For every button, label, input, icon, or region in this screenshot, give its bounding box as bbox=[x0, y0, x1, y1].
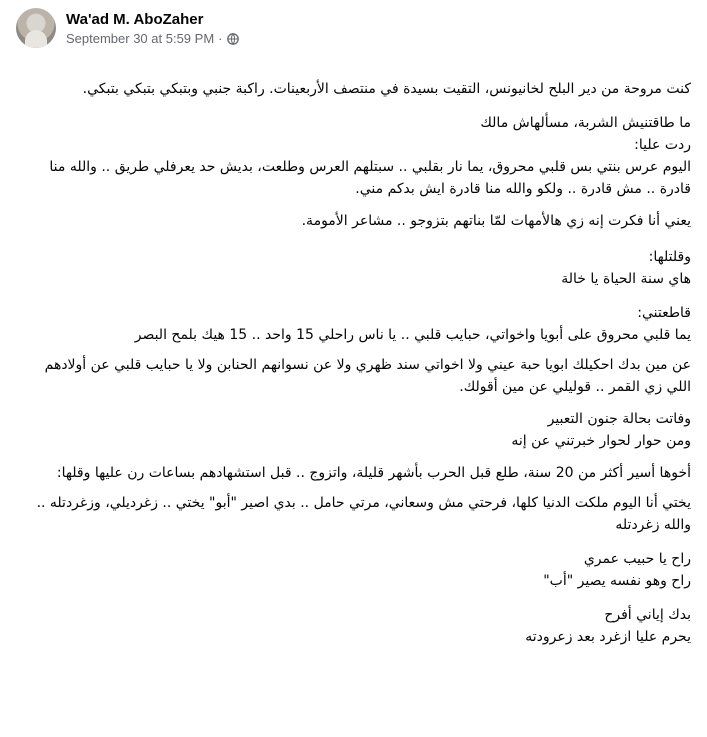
post-text-line: ما طاقتنيش الشربة، مسألهاش مالك bbox=[480, 115, 691, 131]
post-paragraph bbox=[16, 210, 691, 232]
post-text-line: يختي أنا اليوم ملكت الدنيا كلها، فرحتي مش وسعاني، مرتي حامل .. بدي اصير "أبو" يختي .. زغرديلي، وزغردتله .. والله زغردتله bbox=[36, 495, 691, 533]
post-text-line: راح يا حبيب عمري bbox=[583, 551, 691, 567]
post-body bbox=[16, 66, 691, 648]
post-paragraph bbox=[16, 78, 691, 100]
post-paragraph bbox=[16, 604, 691, 648]
post-text-line: ومن حوار لحوار خبرتني عن إنه bbox=[511, 433, 691, 449]
post-header bbox=[16, 6, 239, 50]
post-meta bbox=[66, 10, 239, 47]
author-avatar[interactable] bbox=[16, 8, 56, 48]
post-subline bbox=[66, 31, 239, 47]
post-timestamp[interactable]: September 30 at 5:59 PM bbox=[66, 30, 215, 46]
post-paragraph bbox=[16, 354, 691, 398]
post-text-line: ردت عليا: bbox=[634, 137, 691, 153]
post-text-line: قاطعتني: bbox=[637, 305, 691, 321]
author-name[interactable]: Wa'ad M. AboZaher bbox=[66, 10, 204, 28]
post-text-line: بدك إياني أفرح bbox=[604, 607, 691, 623]
post-text-line: وفاتت بحالة جنون التعبير bbox=[547, 411, 691, 427]
post-text-line: عن مين بدك احكيلك ابويا حبة عيني ولا اخواتي سند ظهري ولا عن نسوانهم الحنابن ولا يا حبايب قلبي عن أولادهم اللي زي القمر .. قوليلي عن مين أقولك. bbox=[44, 357, 691, 395]
post-text-line: راح وهو نفسه يصير "أب" bbox=[543, 573, 691, 589]
post-paragraph bbox=[16, 462, 691, 484]
post-text-line: هاي سنة الحياة يا خالة bbox=[561, 271, 691, 287]
post-paragraph bbox=[16, 246, 691, 290]
post-text-line: يما قلبي محروق على أبويا واخواتي، حبايب قلبي .. يا ناس راحلي 15 واحد .. 15 هيك بلمح البصر bbox=[134, 327, 691, 343]
post-text-line: وقلتلها: bbox=[648, 249, 691, 265]
post-text-line: اليوم عرس بنتي بس قلبي محروق، يما نار بقلبي .. سبتلهم العرس وطلعت، بديش حد يعرفلي طريق .. والله منا قادرة .. مش قادرة .. ولكو والله منا قادرة ايش بدكم مني. bbox=[49, 159, 691, 197]
post-text-line: أخوها أسير أكثر من 20 سنة، طلع قبل الحرب بأشهر قليلة، واتزوج .. قبل استشهادهم بساعات رن عليها وقلها: bbox=[56, 465, 691, 481]
post-paragraph bbox=[16, 492, 691, 536]
post-text-line: يعني أنا فكرت إنه زي هالأمهات لمّا بناتهم بتزوجو .. مشاعر الأمومة. bbox=[301, 213, 691, 229]
separator-dot: · bbox=[218, 30, 223, 46]
post-paragraph bbox=[16, 112, 691, 200]
post-paragraph bbox=[16, 548, 691, 592]
post-paragraph bbox=[16, 408, 691, 452]
post-text-line: كنت مروحة من دير البلح لخانيونس، التقيت بسيدة في منتصف الأربعينات. راكبة جنبي وبتبكي بتبكي بتبكي. bbox=[82, 81, 691, 97]
globe-icon[interactable] bbox=[227, 33, 239, 45]
post-paragraph bbox=[16, 302, 691, 346]
post-text-line: يحرم عليا ازغرد بعد زعرودته bbox=[525, 629, 691, 645]
